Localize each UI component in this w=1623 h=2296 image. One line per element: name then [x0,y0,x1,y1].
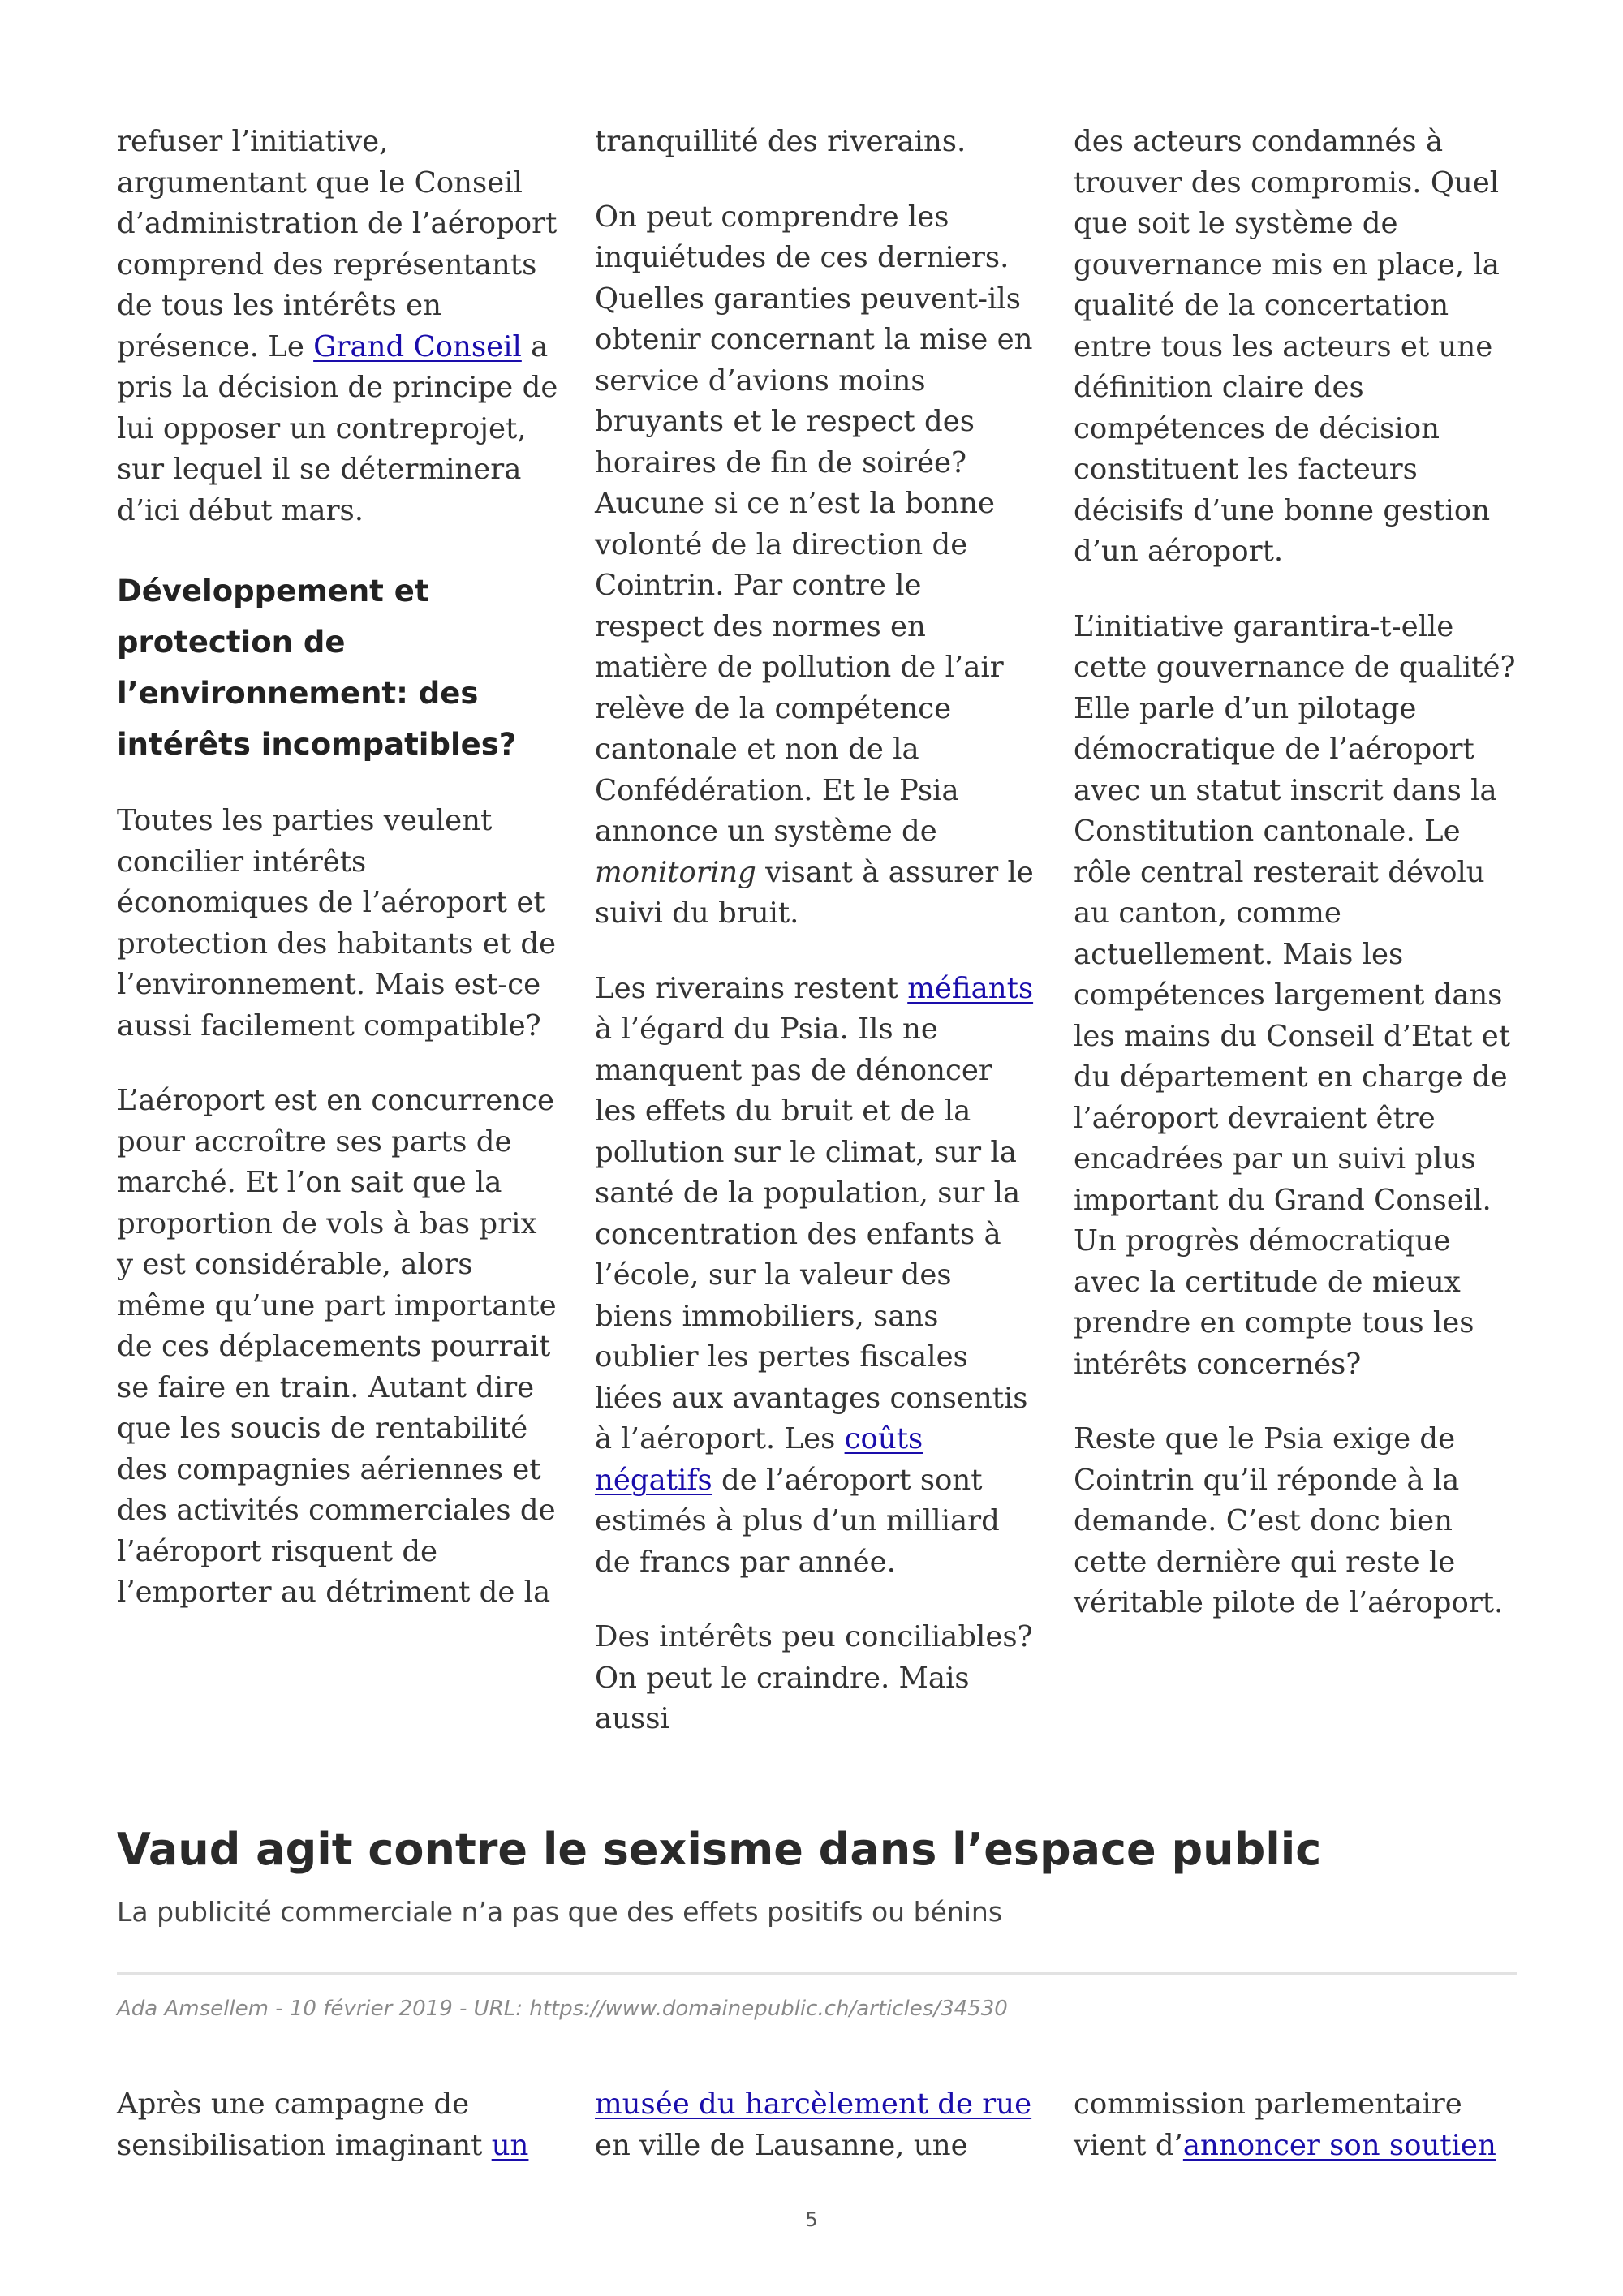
text: visant à assurer le suivi du bruit. [595,855,1034,930]
paragraph: Reste que le Psia exige de Cointrin qu’il réponde à la demande. C’est donc bien cette dernière qui reste le véritable pilote de l’aéroport. [1074,1422,1504,1619]
musee-harcelement-link[interactable]: musée du harcèlement de rue [595,2087,1032,2121]
paragraph: Des intérêts peu conciliables? On peut le craindre. Mais aussi [595,1620,1033,1735]
paragraph: L’aéroport est en concurrence pour accroître ses parts de marché. Et l’on sait que la proportion de vols à bas prix y est considérable, alors même qu’une part importante de ces déplacements pourrait se faire en train. Autant dire que les soucis de rentabilité des compagnies aériennes et des activités commerciales de l’aéroport risquent de l’emporter au détriment de la [117,1084,557,1609]
article2-column-2 [595,2084,1037,2166]
text: a pris la décision de principe de lui opposer un contreprojet, sur lequel il se déterminera d’ici début mars. [117,329,558,527]
paragraph: L’initiative garantira-t-elle cette gouvernance de qualité? Elle parle d’un pilotage démocratique de l’aéroport avec un statut inscrit dans la Constitution cantonale. Le rôle central resterait dévolu au canton, comme actuellement. Mais les compétences largement dans les mains du Conseil d’Etat et du département en charge de l’aéroport devraient être encadrées par un suivi plus important du Grand Conseil. Un progrès démocratique avec la certitude de mieux prendre en compte tous les intérêts concernés? [1074,609,1516,1381]
paragraph [595,969,1037,1584]
paragraph: des acteurs condamnés à trouver des compromis. Quel que soit le système de gouvernance mis en place, la qualité de la concertation entre tous les acteurs et une définition claire des compétences de décision constituent les facteurs décisifs d’une bonne gestion d’un aéroport. [1074,125,1500,568]
divider [117,1972,1517,1975]
mefiants-link[interactable]: méfiants [907,971,1034,1005]
section-heading: Développement et protection de l’environnement: des intérêts incompatibles? [117,574,517,762]
text: commission parlementaire vient d’ [1074,2087,1462,2162]
text: On peut comprendre les inquiétudes de ces derniers. Quelles garanties peuvent-ils obtenir concernant la mise en service d’avions moins bruyants et le respect des horaires de fin de soirée? Aucune si ce n’est la bonne volonté de la direction de Cointrin. Par contre le respect des normes en matière de pollution de l’air relève de la compétence cantonale et non de la Confédération. Et le Psia annonce un système de [595,200,1033,848]
article2-column-1 [117,2084,559,2166]
article-column-1 [117,122,559,1648]
text: Après une campagne de sensibilisation imaginant [117,2087,492,2162]
text: à l’égard du Psia. Ils ne manquent pas de dénoncer les effets du bruit et de la pollution sur le climat, sur la santé de la population, sur la concentration des enfants à l’école, sur la valeur des biens immobiliers, sans oublier les pertes fiscales liées aux avantages consentis à l’aéroport. Les [595,1013,1028,1455]
musee-link-start[interactable]: un [491,2128,529,2162]
paragraph: tranquillité des riverains. [595,125,966,158]
text: de l’aéroport sont estimés à plus d’un milliard de francs par année. [595,1463,1000,1579]
paragraph [595,197,1037,935]
article-column-3 [1074,122,1516,1658]
article-column-2 [595,122,1037,1774]
emphasis-text: monitoring [595,855,756,889]
paragraph: Toutes les parties veulent concilier intérêts économiques de l’aéroport et protection des habitants et de l’environnement. Mais est-ce aussi facilement compatible? [117,804,557,1043]
article-title: Vaud agit contre le sexisme dans l’espace public [117,1824,1322,1875]
couts-negatifs-link[interactable]: coûts négatifs [595,1422,923,1497]
text: refuser l’initiative, argumentant que le Conseil d’administration de l’aéroport comprend des représentants de tous les intérêts en présence. Le [117,125,558,363]
annoncer-soutien-link[interactable]: annoncer son soutien [1182,2128,1496,2162]
text: Les riverains restent [595,971,908,1005]
article2-column-3 [1074,2084,1516,2166]
paragraph [117,122,559,531]
page-number: 5 [805,2208,818,2231]
article-subtitle: La publicité commerciale n’a pas que des effets positifs ou bénins [117,1896,1003,1928]
text: en ville de Lausanne, une [595,2128,968,2162]
article-byline: Ada Amsellem - 10 février 2019 - URL: https://www.domainepublic.ch/articles/34530 [117,1997,1008,2021]
grand-conseil-link[interactable]: Grand Conseil [313,329,522,363]
